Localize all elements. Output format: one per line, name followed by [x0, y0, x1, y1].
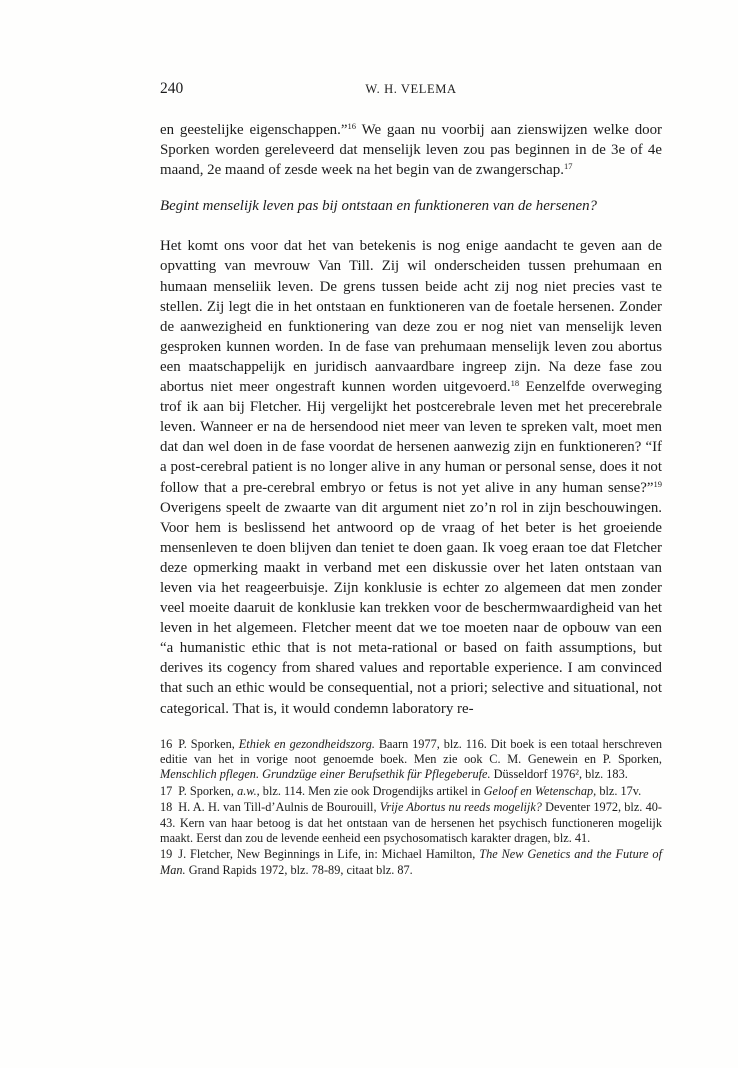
footnote-ref: 17 — [563, 161, 573, 172]
paragraph: Het komt ons voor dat het van betekenis is nog enige aandacht te geven aan de opvatting van mevrouw Van Till. Zij wil onderscheiden tussen prehumaan en humaan menseliik leven. De grens tussen beide acht zij nog niet precies vast te stellen. Zij legt die in het ontstaan en funktioneren van de foetale hersenen. Zonder de aanwezigheid en funktionering van deze zou er nog niet van menselijk leven gesproken kunnen worden. In de fase van prehumaan menselijk leven zou abortus een maatschappelijk en juridisch aanvaardbare ingreep zijn. Na deze fase zou abortus niet meer ongestraft kunnen worden uitgevoerd.$^{18}$ Eenzelfde overweging trof ik aan bij Fletcher. Hij vergelijkt het postcerebrale leven met het precerebrale leven. Wanneer er na de hersendood niet meer van leven te spreken valt, moet men dat dan wel doen in de fase voordat de hersenen aanwezig zijn en funktioneren? “If a post-cerebral patient is no longer alive in any human or personal sense, does it not follow that a pre-cerebral embryo or fetus is not yet alive in any human sense?”$^{19}$ Overigens speelt de zwaarte van dit argument niet zo’n rol in zijn beschouwingen. Voor hem is beslissend het antwoord op de vraag of het beter is het groeiende mensenleven te doen blijven dan teniet te doen gaan. Ik voeg eraan toe dat Fletcher deze opmerking maakt in verband met een diskussie over het laten ontstaan van leven via het reageerbuisje. Zijn konklusie is echter zo algemeen dat men zonder veel moeite daaruit de konklusie kan trekken voor de beschermwaardigheid van het leven in het algemeen. Fletcher meent dat we toe moeten naar de opbouw van een “a humanistic ethic that is not meta-rational or based on faith assumptions, but derives its cogency from shared values and reportable experience. I am convinced that such an ethic would be consequential, not a priori; selective and situational, not categorical. That is, it would condemn laboratory re- — [160, 238, 662, 717]
footnote-ref: 18 — [510, 378, 520, 389]
running-head: W. H. VELEMA — [365, 82, 457, 96]
footnote-ref: 19 — [653, 478, 662, 489]
paragraph: en geestelijke eigenschappen.”$^{16}$ We gaan nu voorbij aan zienswijzen welke door Sporken worden gereleveerd dat menselijk leven zou pas beginnen in de 3e of 4e maand, 2e maand of zesde week na het begin van de zwangerschap.$^{17}$ — [160, 121, 663, 179]
footnote: 17 P. Sporken, a.w., blz. 114. Men zie ook Drogendijks artikel in Geloof en Wetenschap, blz. 17v. — [160, 783, 642, 798]
footnote-ref: 16 — [347, 121, 356, 131]
page-number: 240 — [160, 80, 184, 97]
page — [160, 80, 662, 879]
footnote: 19 J. Fletcher, New Beginnings in Life, in: Michael Hamilton, The New Genetics and the Future of Man. Grand Rapids 1972, blz. 78-89, citaat blz. 87. — [160, 847, 662, 877]
body-text — [160, 120, 662, 719]
footnote: 16 P. Sporken, Ethiek en gezondheidszorg. Baarn 1977, blz. 116. Dit boek is een totaal herschreven editie van het in vorige noot genoemde boek. Men zie ook C. M. Genewein en P. Sporken, Menschlich pflegen. Grundzüge einer Berufsethik für Pflegeberufe. Düsseldorf 1976², blz. 183. — [160, 736, 662, 782]
footnotes — [160, 737, 662, 879]
page-header — [160, 80, 662, 102]
section-heading: Begint menselijk leven pas bij ontstaan en funktioneren van de hersenen? — [160, 198, 597, 215]
footnote: 18 H. A. H. van Till-d’Aulnis de Bourouill, Vrije Abortus nu reeds mogelijk? Deventer 1972, blz. 40-43. Kern van haar betoog is dat het ontstaan van de hersenen het psychisch functioneren mogelijk maakt. Eerst dan zou de levende eenheid een psychosomatisch karakter dragen, blz. 41. — [160, 800, 662, 846]
